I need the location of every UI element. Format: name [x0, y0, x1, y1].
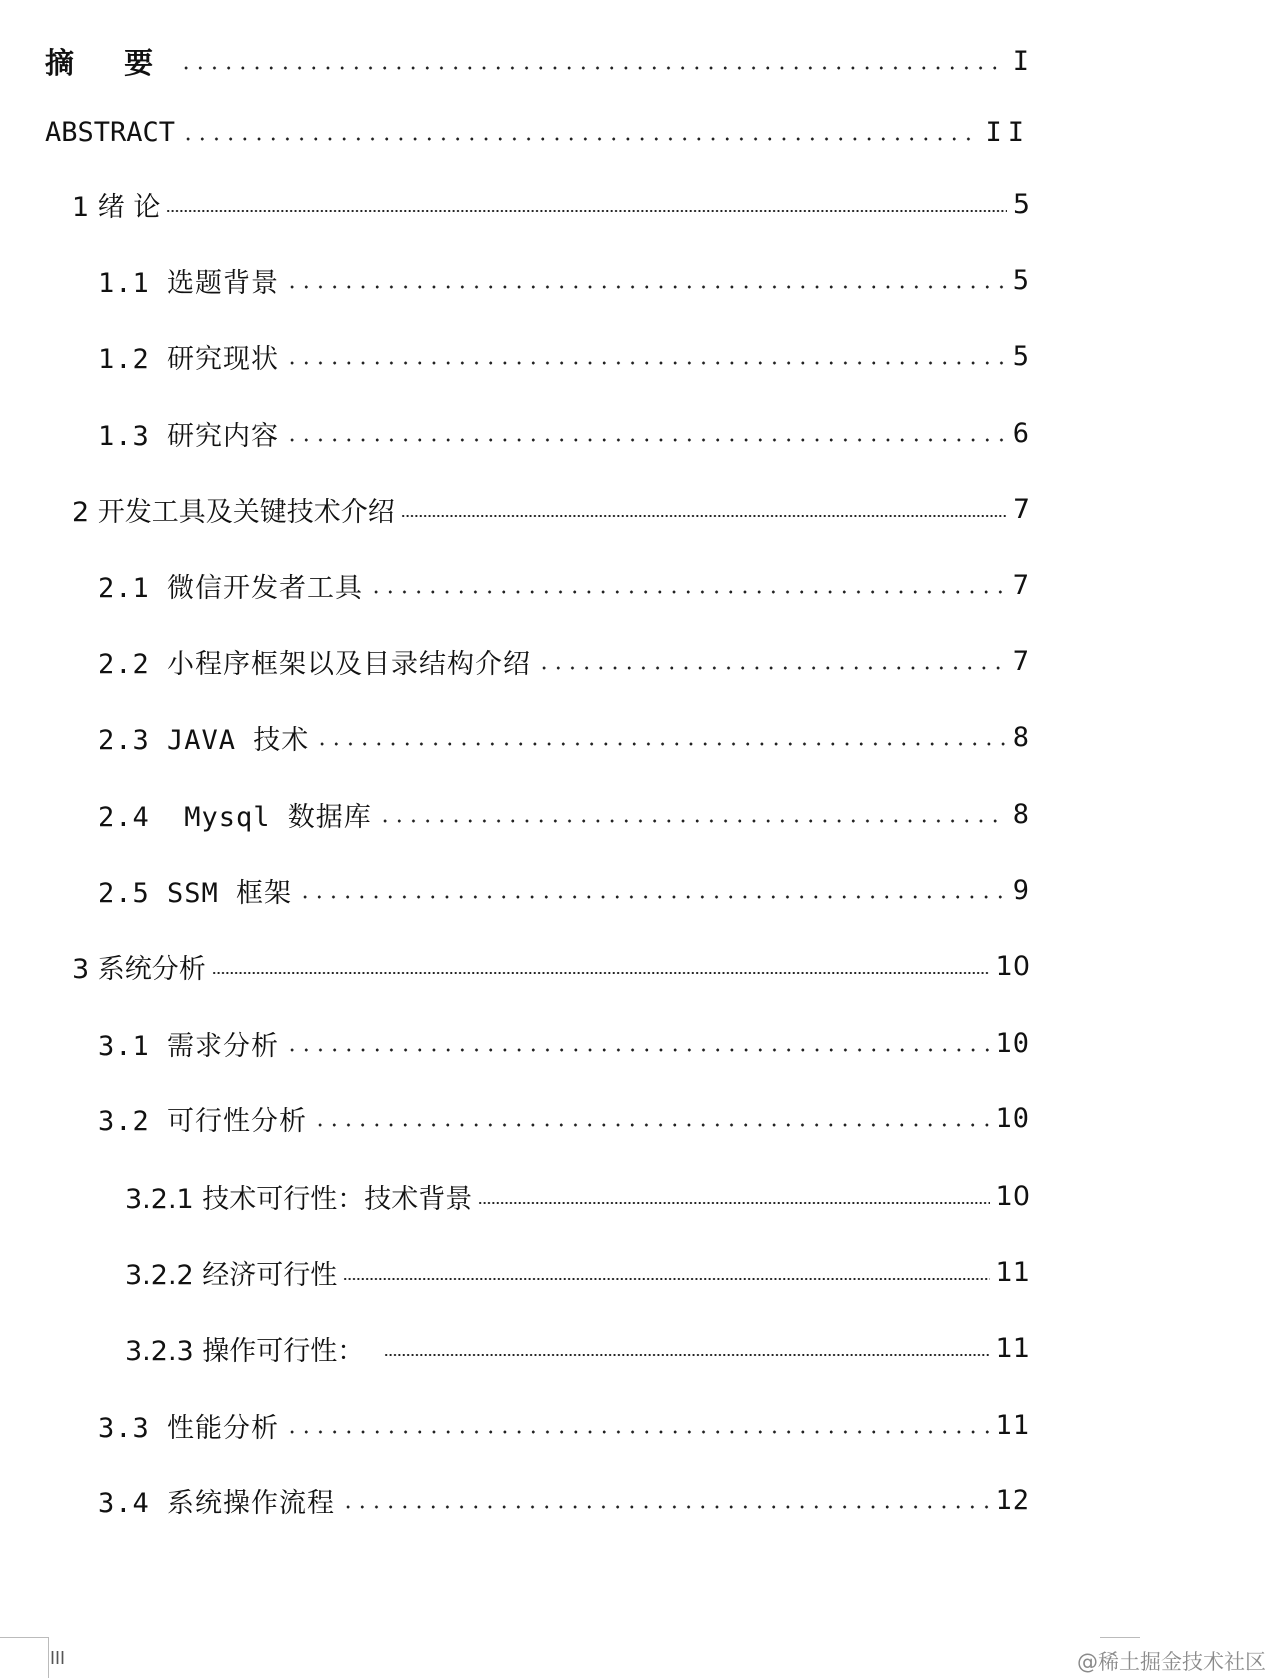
- toc-entry-label: 1.2 研究现状: [98, 343, 280, 375]
- toc-entry-2-3[interactable]: [98, 717, 1030, 757]
- toc-leader: [285, 1425, 989, 1439]
- toc-entry-1-2[interactable]: [98, 336, 1030, 376]
- toc-entry-page: 8: [1012, 798, 1030, 830]
- toc-entry-2-5[interactable]: [98, 870, 1030, 910]
- toc-entry-label: 1.3 研究内容: [98, 420, 280, 452]
- toc-entry-1-3[interactable]: [98, 413, 1030, 453]
- toc-entry-label: 1.1 选题背景: [98, 267, 280, 299]
- toc-entry-3-2-3[interactable]: [125, 1328, 1030, 1368]
- toc-entry-label: 3.2.3 操作可行性：: [125, 1335, 365, 1367]
- toc-leader: [315, 737, 1006, 751]
- toc-entry-3-2[interactable]: [98, 1098, 1030, 1138]
- toc-leader: [341, 1500, 989, 1514]
- page-corner-line: [1100, 1637, 1140, 1638]
- toc-leader: [343, 1272, 989, 1286]
- toc-entry-2-1[interactable]: [98, 565, 1030, 605]
- toc-leader: [401, 509, 1007, 523]
- toc-entry-page: 5: [1012, 188, 1030, 220]
- toc-entry-3-2-2[interactable]: [125, 1252, 1030, 1292]
- toc-leader: [478, 1196, 989, 1210]
- toc-entry-page: 6: [1012, 417, 1030, 449]
- toc-entry-label: 3.4 系统操作流程: [98, 1487, 336, 1519]
- toc-leader: [179, 61, 1007, 75]
- toc-leader: [285, 356, 1007, 370]
- toc-entry-label: 2.2 小程序框架以及目录结构介绍: [98, 648, 532, 680]
- toc-leader: [384, 1348, 989, 1362]
- toc-entry-page: 10: [995, 1027, 1030, 1059]
- toc-entry-label: 3.1 需求分析: [98, 1030, 280, 1062]
- toc-entry-3-2-1[interactable]: [125, 1176, 1030, 1216]
- toc-entry-page: 7: [1012, 645, 1030, 677]
- toc-entry-1-1[interactable]: [98, 260, 1030, 300]
- toc-entry-page: 7: [1012, 569, 1030, 601]
- toc-entry-abstract-en[interactable]: [45, 112, 1030, 152]
- toc-entry-page: 7: [1012, 493, 1030, 525]
- toc-entry-chapter-2[interactable]: [72, 489, 1030, 529]
- toc-entry-page: 10: [995, 1180, 1030, 1212]
- toc-entry-page: II: [985, 116, 1030, 148]
- page-number: III: [50, 1648, 66, 1668]
- toc-leader: [313, 1118, 989, 1132]
- toc-leader: [285, 433, 1007, 447]
- toc-leader: [537, 661, 1007, 675]
- toc-entry-abstract-cn[interactable]: [45, 41, 1030, 81]
- toc-entry-page: 10: [995, 1102, 1030, 1134]
- toc-entry-label: 2.3 JAVA 技术: [98, 724, 310, 756]
- toc-entry-label: 2.5 SSM 框架: [98, 877, 293, 909]
- toc-entry-3-1[interactable]: [98, 1023, 1030, 1063]
- toc-entry-label: 摘 要: [45, 45, 174, 80]
- toc-entry-label: 3.2.1 技术可行性：技术背景: [125, 1183, 473, 1215]
- watermark: @稀土掘金技术社区: [1077, 1650, 1266, 1674]
- toc-entry-2-2[interactable]: [98, 641, 1030, 681]
- toc-leader: [212, 966, 990, 980]
- toc-entry-label: 3.3 性能分析: [98, 1412, 280, 1444]
- toc-entry-page: I: [1012, 45, 1030, 77]
- toc-entry-page: 9: [1012, 874, 1030, 906]
- toc-entry-label: 2.4 Mysql 数据库: [98, 801, 372, 833]
- toc-entry-page: 12: [995, 1484, 1030, 1516]
- toc-leader: [285, 280, 1007, 294]
- toc-leader: [378, 814, 1007, 828]
- toc-entry-label: 2.1 微信开发者工具: [98, 572, 364, 604]
- toc-entry-label: 3.2 可行性分析: [98, 1105, 308, 1137]
- toc-leader: [298, 890, 1007, 904]
- toc-entry-chapter-1[interactable]: [72, 184, 1030, 224]
- toc-entry-3-3[interactable]: [98, 1405, 1030, 1445]
- toc-entry-page: 11: [995, 1332, 1030, 1364]
- toc-entry-page: 8: [1012, 721, 1030, 753]
- toc-entry-page: 10: [995, 950, 1030, 982]
- toc-leader: [166, 204, 1006, 218]
- toc-leader: [181, 132, 979, 146]
- toc-entry-page: 11: [995, 1256, 1030, 1288]
- toc-entry-label: 2 开发工具及关键技术介绍: [72, 496, 395, 528]
- toc-leader: [285, 1043, 989, 1057]
- toc-entry-page: 5: [1012, 340, 1030, 372]
- toc-entry-chapter-3[interactable]: [72, 946, 1030, 986]
- toc-entry-page: 11: [995, 1409, 1030, 1441]
- toc-entry-label: 1 绪 论: [72, 191, 161, 223]
- toc-entry-page: 5: [1012, 264, 1030, 296]
- toc-entry-label: 3.2.2 经济可行性: [125, 1259, 338, 1291]
- page-corner-marker: [0, 1637, 49, 1678]
- toc-entry-3-4[interactable]: [98, 1480, 1030, 1520]
- toc-leader: [369, 585, 1007, 599]
- toc-entry-label: ABSTRACT: [45, 116, 176, 148]
- toc-entry-label: 3 系统分析: [72, 953, 206, 985]
- toc-entry-2-4[interactable]: [98, 794, 1030, 834]
